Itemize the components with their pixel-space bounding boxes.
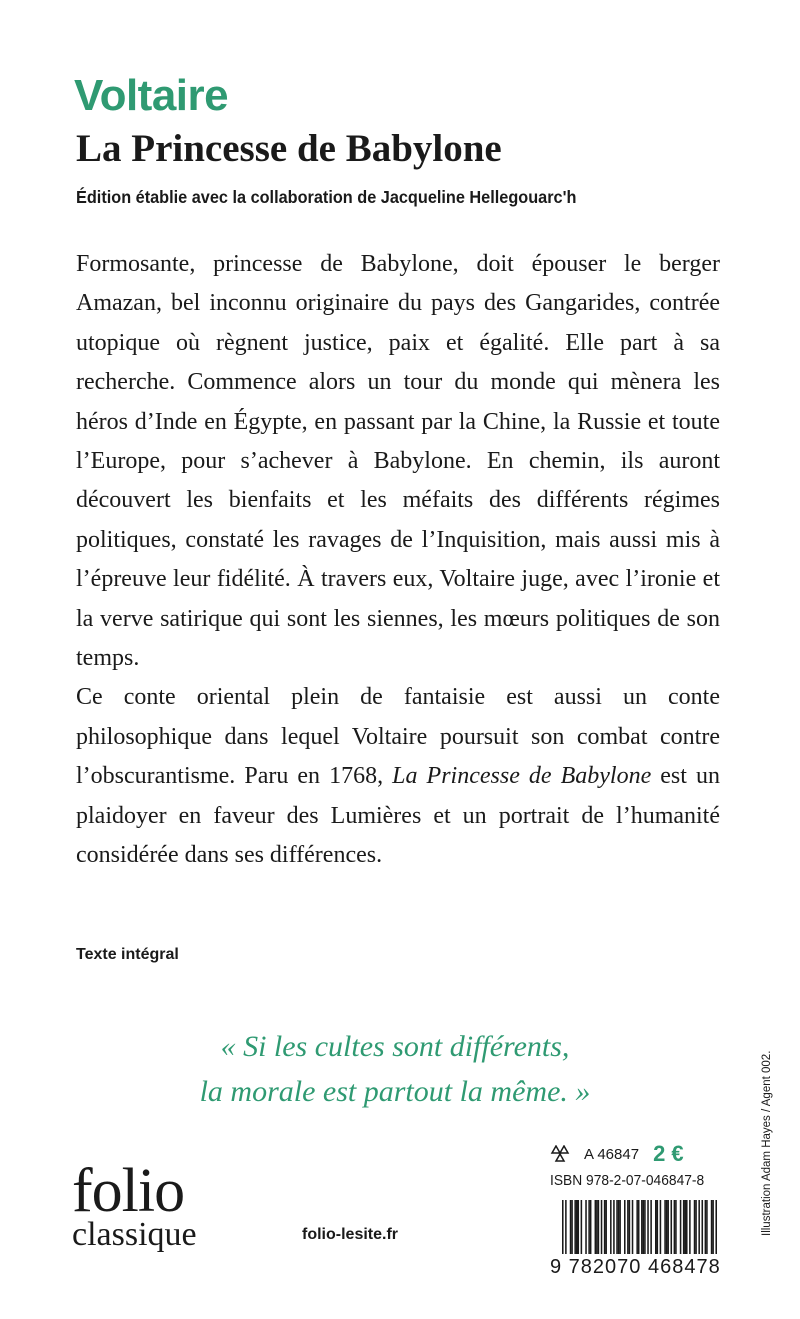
barcode-bar xyxy=(684,1200,686,1254)
barcode-bar xyxy=(689,1200,691,1254)
barcode-bar xyxy=(601,1200,603,1254)
barcode-bar xyxy=(650,1200,652,1254)
barcode-bar xyxy=(674,1200,676,1254)
barcode-bars xyxy=(550,1200,722,1256)
barcode-bar xyxy=(705,1200,707,1254)
barcode-bar xyxy=(711,1200,713,1254)
barcode-bar xyxy=(698,1200,700,1254)
barcode-bar xyxy=(695,1200,697,1254)
barcode-bar xyxy=(657,1200,659,1254)
barcode-bar xyxy=(595,1200,597,1254)
barcode-bar xyxy=(613,1200,615,1254)
integral-text-label: Texte intégral xyxy=(76,946,179,963)
barcode-bar xyxy=(671,1200,673,1254)
barcode-bar xyxy=(588,1200,590,1254)
barcode-bar xyxy=(618,1200,620,1254)
edition-note: Édition établie avec la collaboration de Jacqueline Hellegouarc'h xyxy=(76,187,577,207)
blurb-paragraph-2 xyxy=(76,678,720,875)
pull-quote xyxy=(0,1024,790,1114)
quote-line-1: « Si les cultes sont différents, xyxy=(220,1030,570,1063)
price: 2 € xyxy=(653,1141,684,1166)
barcode-bar xyxy=(598,1200,600,1254)
blurb-p2-end: est un plaidoyer en faveur des Lumières et un portrait de l’humanité considérée dans ses différences. xyxy=(76,763,720,869)
barcode-bar xyxy=(683,1200,685,1254)
barcode-bar xyxy=(655,1200,657,1254)
blurb-p2-title: La Princesse de Babylone xyxy=(392,763,652,790)
catalog-code: A 46847 xyxy=(584,1145,640,1163)
price-category-icon xyxy=(550,1145,570,1163)
barcode-bar xyxy=(605,1200,607,1254)
barcode-bar xyxy=(627,1200,629,1254)
barcode-bar xyxy=(664,1200,666,1254)
barcode-bar xyxy=(686,1200,688,1254)
illustration-credit: Illustration Adam Hayes / Agent 002. xyxy=(761,1050,773,1236)
barcode-bar xyxy=(619,1200,621,1254)
folio-classique-logo xyxy=(72,1157,197,1253)
barcode-bar xyxy=(590,1200,592,1254)
barcode-bar xyxy=(647,1200,649,1254)
barcode-bar xyxy=(574,1200,576,1254)
author-name: Voltaire xyxy=(74,71,229,120)
barcode-bar xyxy=(712,1200,714,1254)
barcode-bar xyxy=(581,1200,583,1254)
barcode-bar xyxy=(644,1200,646,1254)
barcode-digits: 9 782070 468478 xyxy=(550,1256,721,1278)
barcode-bar xyxy=(638,1200,640,1254)
barcode-bar xyxy=(562,1200,564,1254)
barcode-bar xyxy=(629,1200,631,1254)
barcode-bar xyxy=(610,1200,612,1254)
barcode-bar xyxy=(604,1200,606,1254)
barcode-bar xyxy=(565,1200,567,1254)
quote-line-2: la morale est partout la même. » xyxy=(199,1075,591,1108)
barcode-bar xyxy=(576,1200,578,1254)
website-link[interactable]: folio-lesite.fr xyxy=(302,1226,399,1243)
blurb-paragraph-1: Formosante, princesse de Babylone, doit épouser le berger Amazan, bel inconnu originaire du pays des Gangarides, contrée utopique où règnent justice, paix et égalité. Elle part à sa recherche. Commence alors un tour du monde qui mènera les héros d’Inde en Égypte, en passant par la Chine, la Russie et toute l’Europe, pour s’achever à Babylone. En chemin, ils auront découvert les bienfaits et les méfaits des différents régimes politiques, constaté les ravages de l’Inquisition, mais aussi mis à l’épreuve leur fidélité. À travers eux, Voltaire juge, avec l’ironie et la verve satirique qui sont les siennes, les mœurs politiques de son temps. xyxy=(76,251,720,672)
barcode-bar xyxy=(585,1200,587,1254)
barcode-bar xyxy=(660,1200,662,1254)
barcode-bar xyxy=(715,1200,717,1254)
barcode-bar xyxy=(624,1200,626,1254)
barcode-bar xyxy=(596,1200,598,1254)
barcode-bar xyxy=(616,1200,618,1254)
back-cover-blurb xyxy=(76,245,720,876)
logo-classique-word: classique xyxy=(72,1216,197,1253)
price-codes xyxy=(550,1142,684,1166)
barcode-bar xyxy=(641,1200,643,1254)
barcode-bar xyxy=(571,1200,573,1254)
isbn: ISBN 978-2-07-046847-8 xyxy=(550,1172,705,1189)
book-title: La Princesse de Babylone xyxy=(76,127,502,170)
barcode-bar xyxy=(578,1200,580,1254)
barcode xyxy=(550,1200,722,1278)
barcode-bar xyxy=(702,1200,704,1254)
barcode-bar xyxy=(675,1200,677,1254)
barcode-bar xyxy=(632,1200,634,1254)
barcode-bar xyxy=(570,1200,572,1254)
barcode-bar xyxy=(694,1200,696,1254)
barcode-bar xyxy=(636,1200,638,1254)
barcode-bar xyxy=(706,1200,708,1254)
barcode-bar xyxy=(680,1200,682,1254)
barcode-bar xyxy=(643,1200,645,1254)
barcode-bar xyxy=(666,1200,668,1254)
barcode-bar xyxy=(667,1200,669,1254)
logo-folio-word: folio xyxy=(72,1157,185,1225)
blurb-p2-start: Ce conte oriental plein de fantaisie est aussi un conte philosophique dans lequel Voltaire poursuit son combat contre l’obscurantisme. Paru en 1768, xyxy=(76,684,720,790)
